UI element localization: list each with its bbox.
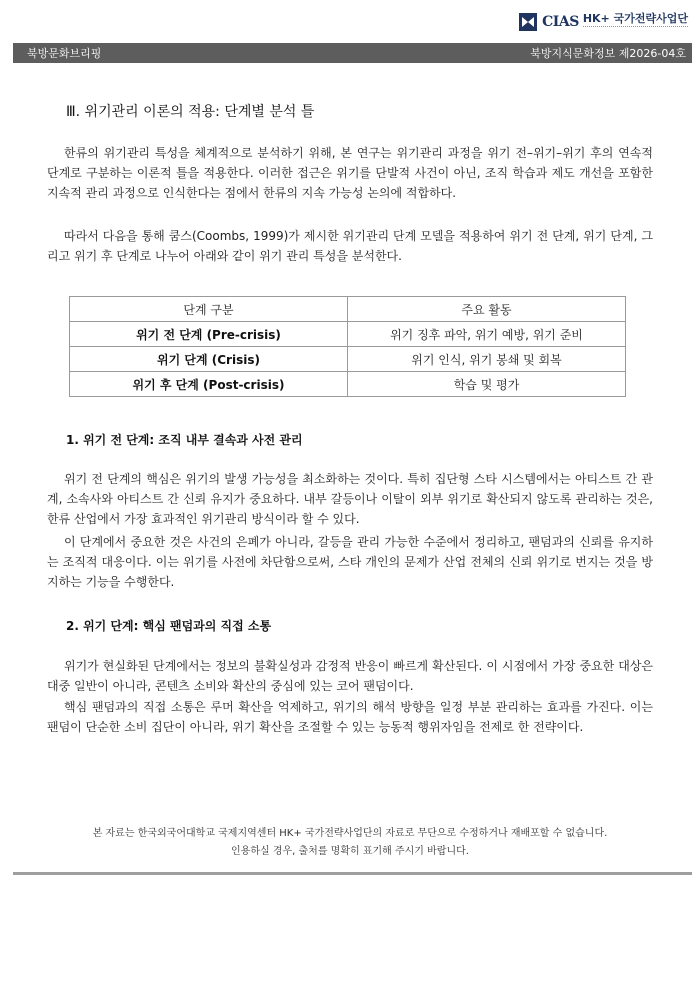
briefing-name: 북방문화브리핑 xyxy=(27,47,102,60)
logo-title: HK+ 국가전략사업단 xyxy=(582,12,688,25)
subsection-1-paragraph-2: 이 단계에서 중요한 것은 사건의 은폐가 아니라, 갈등을 관리 가능한 수준에서 정리하고, 팬덤과의 신뢰를 유지하는 조직적 대응이다. 이는 위기를 사전에 차단함으로써, 스타 개인의 문제가 산업 전체의 신뢰 위기로 번지는 것을 방지하는 기능을 수행한다. xyxy=(47,535,653,589)
cias-emblem-icon xyxy=(518,12,538,32)
intro-paragraph-1: 한류의 위기관리 특성을 체계적으로 분석하기 위해, 본 연구는 위기관리 과정을 위기 전–위기–위기 후의 연속적 단계로 구분하는 이론적 틀을 적용한다. 이러한 접근은 위기를 단발적 사건이 아닌, 조직 학습과 제도 개선을 포함한 지속적 관리 과정으로 인식한다는 점에서 한류의 지속 가능성 논의에 적합하다. xyxy=(47,146,653,200)
activity-cell: 위기 징후 파악, 위기 예방, 위기 준비 xyxy=(348,322,626,347)
intro-paragraph-2: 따라서 다음을 통해 쿰스(Coombs, 1999)가 제시한 위기관리 단계 모델을 적용하여 위기 전 단계, 위기 단계, 그리고 위기 후 단계로 나누어 아래와 같이 위기 관리 특성을 분석한다. xyxy=(47,229,653,263)
section-title: Ⅲ. 위기관리 이론의 적용: 단계별 분석 틀 xyxy=(66,104,315,120)
subsection-2-paragraph-2: 핵심 팬덤과의 직접 소통은 루머 확산을 억제하고, 위기의 해석 방향을 일정 부분 관리하는 효과를 가진다. 이는 팬덤이 단순한 소비 집단이 아니라, 위기 확산을 조절할 수 있는 능동적 행위자임을 전제로 한 전략이다. xyxy=(47,700,653,734)
copyright-line-1: 본 자료는 한국외국어대학교 국제지역센터 HK+ 국가전략사업단의 자료로 무단으로 수정하거나 재배포할 수 없습니다. xyxy=(92,828,608,839)
subsection-1-heading: 1. 위기 전 단계: 조직 내부 결속과 사전 관리 xyxy=(66,433,303,447)
crisis-stage-table xyxy=(69,296,626,397)
table-row xyxy=(70,372,626,397)
table-row xyxy=(70,322,626,347)
cias-logo xyxy=(518,12,688,32)
stage-cell: 위기 단계 (Crisis) xyxy=(70,347,348,372)
subsection-1-paragraph-1: 위기 전 단계의 핵심은 위기의 발생 가능성을 최소화하는 것이다. 특히 집단형 스타 시스템에서는 아티스트 간 관계, 소속사와 아티스트 간 신뢰 유지가 중요하다. 내부 갈등이나 이탈이 외부 위기로 확산되지 않도록 관리하는 것은, 한류 산업에서 가장 효과적인 위기관리 방식이라 할 수 있다. xyxy=(47,472,653,526)
stage-cell: 위기 후 단계 (Post-crisis) xyxy=(70,372,348,397)
copyright-line-2: 인용하실 경우, 출처를 명확히 표기해 주시기 바랍니다. xyxy=(231,846,469,857)
logo-subline xyxy=(583,26,688,31)
activity-cell: 학습 및 평가 xyxy=(348,372,626,397)
table-row xyxy=(70,347,626,372)
table-header-stage: 단계 구분 xyxy=(70,297,348,322)
issue-number: 북방지식문화정보 제2026-04호 xyxy=(530,47,686,60)
logo-cias-text: CIAS xyxy=(542,14,579,30)
activity-cell: 위기 인식, 위기 봉쇄 및 회복 xyxy=(348,347,626,372)
table-header-activity: 주요 활동 xyxy=(348,297,626,322)
copyright-notice xyxy=(0,825,700,861)
subsection-2-paragraph-1: 위기가 현실화된 단계에서는 정보의 불확실성과 감정적 반응이 빠르게 확산된다. 이 시점에서 가장 중요한 대상은 대중 일반이 아니라, 콘텐츠 소비와 확산의 중심에 있는 코어 팬덤이다. xyxy=(47,659,653,693)
stage-cell: 위기 전 단계 (Pre-crisis) xyxy=(70,322,348,347)
table-header-row xyxy=(70,297,626,322)
footer-divider xyxy=(13,872,692,875)
subsection-2-heading: 2. 위기 단계: 핵심 팬덤과의 직접 소통 xyxy=(66,619,272,633)
header-bar xyxy=(13,43,692,63)
